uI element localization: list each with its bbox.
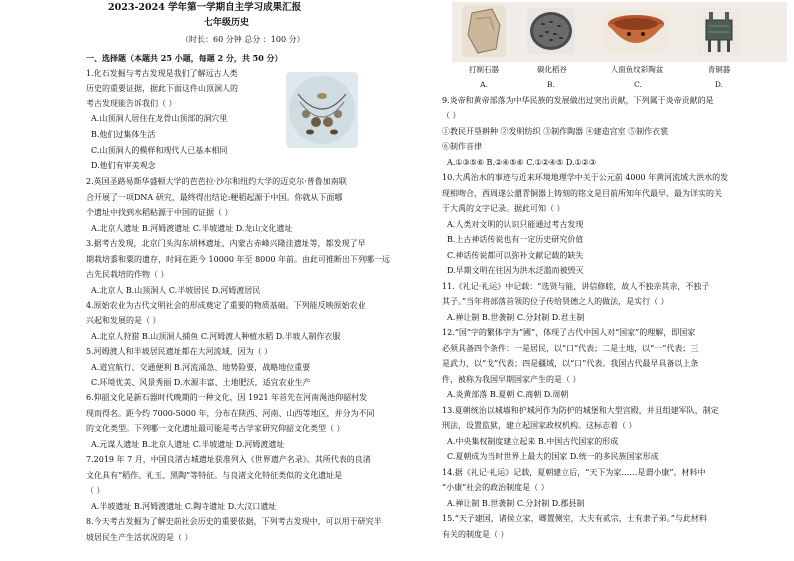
answer-option: A.①③⑤⑥ B.②④⑤⑥ C.①②④⑤ D.①②③ xyxy=(447,158,596,167)
question-line: 历史的重要证据，据此下面这件山顶洞人的 xyxy=(86,84,238,93)
question-line: 2.英国圣路易斯华盛顿大学的芭芭拉·沙尔和纽约大学的迈克尔·普鲁加南联 xyxy=(86,177,347,186)
question-line: 合开展了一项DNA 研究，最终得出结论:粳稻起源于中国。你就从下面哪 xyxy=(86,193,343,202)
question-line: 有关的制度是（ ） xyxy=(442,530,509,539)
cave-ornament-necklace-image xyxy=(286,72,358,148)
answer-option: B.上古神话传说也有一定历史研究价值 xyxy=(447,235,584,244)
question-line: 的文化类型。下列哪一文化遗址最可能是考古学家研究仰韶文化类型（ ） xyxy=(86,424,345,433)
bronze-ding-image xyxy=(697,8,741,56)
question-line: 是武力，以“戈”代表；四是疆域，以“口”代表。我国古代最早具备以上条 xyxy=(442,359,699,368)
question-line: 其子。”当年将部落首领的位子传给贤德之人的做法，是实行（ ） xyxy=(442,297,669,306)
question-line: 8.今天考古发掘为了解史前社会历史的重要依据，下列考古发现中，可以用于研究半 xyxy=(86,517,382,526)
artifact-caption: 打制石器 xyxy=(469,65,499,74)
question-line: 4.原始农业为古代文明社会的形成奠定了重要的物质基础。下列能反映原始农业 xyxy=(86,301,366,310)
answer-option: A.禅让制 B.世袭制 C.分封制 D.君主制 xyxy=(447,313,585,322)
chipped-stone-tool-image xyxy=(462,5,506,57)
answer-option: A.山顶洞人居住在龙骨山顶部的洞穴里 xyxy=(91,114,228,123)
question-line: ①教民开垦耕种 ②发明纺织 ③制作陶器 ④建造宫室 ⑤制作衣裳 xyxy=(442,127,669,136)
question-line: 文化具有“稻作、礼玉、黑陶”等特征。与良渚文化特征类似的文化遗址是 xyxy=(86,471,343,480)
answer-option: D.他们有审美观念 xyxy=(91,161,156,170)
painted-pottery-basin-image xyxy=(605,10,667,52)
question-line: 6.仰韶文化是新石器时代晚期的一种文化，因 1921 年首先在河南渑池仰韶村发 xyxy=(86,393,368,402)
answer-option: C.夏朝成为当时世界上最大的国家 D.统一的多民族国家形成 xyxy=(447,452,659,461)
answer-option: C.山顶洞人的模样和现代人已基本相同 xyxy=(91,146,228,155)
question-line: 古先民栽培的作物（ ） xyxy=(86,270,169,279)
artifact-option-label: D. xyxy=(714,80,724,89)
question-line: 兴起和发展的是（ ） xyxy=(86,316,161,325)
question-line: （ ） xyxy=(86,486,105,495)
exam-duration-score: （时长：60 分钟 总分 ：100 分） xyxy=(181,35,305,44)
question-line: 刑法，设置监狱，建立起国家政权机构。这标志着（ ） xyxy=(442,421,637,430)
question-line: 10.大禹治水的事迹与近来环境地理学中关于公元前 4000 年黄河流域大洪水的发 xyxy=(442,173,729,182)
artifact-option-label: A. xyxy=(480,80,488,89)
artifact-option-label: C. xyxy=(634,80,642,89)
artifact-caption: 碳化稻谷 xyxy=(537,65,567,74)
answer-option: A.中央集权制度建立起来 B.中国古代国家的形成 xyxy=(447,437,619,446)
answer-option: A.炎黄部落 B.夏朝 C.商朝 D.周朝 xyxy=(447,390,569,399)
question-line: ⑥制作音律 xyxy=(442,142,482,151)
answer-option: A.北京人狩猎 B.山顶洞人捕鱼 C.河姆渡人种植水稻 D.半坡人制作衣服 xyxy=(91,332,341,341)
question-line: 9.炎帝和黄帝部落为中华民族的发展做出过突出贡献，下列属于炎帝贡献的是 xyxy=(442,96,714,105)
answer-option: C.环境优美、风景秀丽 D.水源丰富、土地肥沃，适宜农业生产 xyxy=(91,378,311,387)
answer-option: A.北京人 B.山顶洞人 C.半坡居民 D.河姆渡居民 xyxy=(91,286,261,295)
question-line: 5.河姆渡人和半坡居民遗址都在大河流域，因为（ ） xyxy=(86,347,273,356)
question-line: 13.夏朝统治以城墙和护城河作为防护的城堡和大型宫殿，并且组建军队，制定 xyxy=(442,406,719,415)
question-line: 个遗址中找到水稻粘源于中国的证据（ ） xyxy=(86,208,233,217)
artifact-option-label: B. xyxy=(547,80,555,89)
answer-option: A.元谋人遗址 B.北京人遗址 C.半坡遗址 D.河姆渡遗址 xyxy=(91,440,285,449)
exam-title: 2023-2024 学年第一学期自主学习成果汇报 xyxy=(108,2,302,13)
question-line: 件，被称为我国早期国家产生的是（ ） xyxy=(442,375,581,384)
answer-option: A.禅让制 B.世袭制 C.分封制 D.郡县制 xyxy=(447,499,585,508)
question-line: 11.《礼记·礼运》中记载：“选贤与能，讲信修睦，故人不独亲其亲，不独子 xyxy=(442,282,710,291)
artifact-caption: 人面鱼纹彩陶盆 xyxy=(610,65,664,74)
answer-option: A.北京人遗址 B.河姆渡遗址 C.半坡遗址 D.龙山文化遗址 xyxy=(91,224,293,233)
question-line: 3.据考古发现，北京门头沟东胡林遗址、内蒙古赤峰兴隆洼遗址等，都发现了早 xyxy=(86,239,366,248)
section-heading: 一、选择题（本题共 25 小题，每题 2 分，共 50 分） xyxy=(86,53,283,63)
question-line: “小康”社会的政治制度是（ ） xyxy=(442,483,549,492)
artifact-caption: 青铜器 xyxy=(707,65,731,74)
question-line: 1.化石发掘与考古发现是我们了解远古人类 xyxy=(86,69,238,78)
question-line: 14.据《礼记·礼运》记载，夏朝建立后，“天下为家……是谓小康”。材料中 xyxy=(442,468,706,477)
question-line: 考古发现能告诉我们（ ） xyxy=(86,99,177,108)
question-line: （ ） xyxy=(442,111,461,120)
question-line: 坡居民生产生活状况的是（ ） xyxy=(86,533,193,542)
question-line: 于大禹的文字记录。据此可知（ ） xyxy=(442,204,565,213)
question-line: 必须具备四个条件：一是居民，以“口”代表；二是土地，以“一”代表；三 xyxy=(442,344,699,353)
answer-option: C.神话传说都可以弥补文献记载的缺失 xyxy=(447,251,584,260)
answer-option: A.人类对文明的认识只能通过考古发现 xyxy=(447,220,584,229)
question-line: 12.“国”字的繁体字为“國”，体现了古代中国人对“国家”的理解，即国家 xyxy=(442,328,696,337)
answer-option: A.道宜航行、交通便利 B.河流涌急、地势险要，战略地位重要 xyxy=(91,363,311,372)
carbonized-rice-image xyxy=(527,8,575,54)
exam-subject: 七年级历史 xyxy=(204,18,250,28)
question-line: 7.2019 年 7 月，中国良渚古城遗址获准列入《世界遗产名录》。其所代表的良渚 xyxy=(86,455,371,464)
answer-option: B.他们过集体生活 xyxy=(91,130,156,139)
question-line: 期栽培黍和粟的遗存，时间在距今 10000 年至 8000 年前。由此可推断出下列哪一远 xyxy=(86,255,390,264)
question-line: 现相吻合，西周遂公盨青铜器上铸刻的铭文是目前所知年代最早、最为详实的关 xyxy=(442,189,722,198)
question-line: 15.“天子建国，诸侯立家，卿置侧室，大夫有贰宗，士有隶子弟。”与此材料 xyxy=(442,514,707,523)
answer-option: D.早期文明在往因为洪水泛滥而被毁灭 xyxy=(447,266,584,275)
question-line: 现而得名。距今约 7000-5000 年，分布在陕西、河南、山西等地区，并分为不同 xyxy=(86,409,375,418)
answer-option: A.半坡遗址 B.河姆渡遗址 C.陶寺遗址 D.大汶口遗址 xyxy=(91,502,277,511)
